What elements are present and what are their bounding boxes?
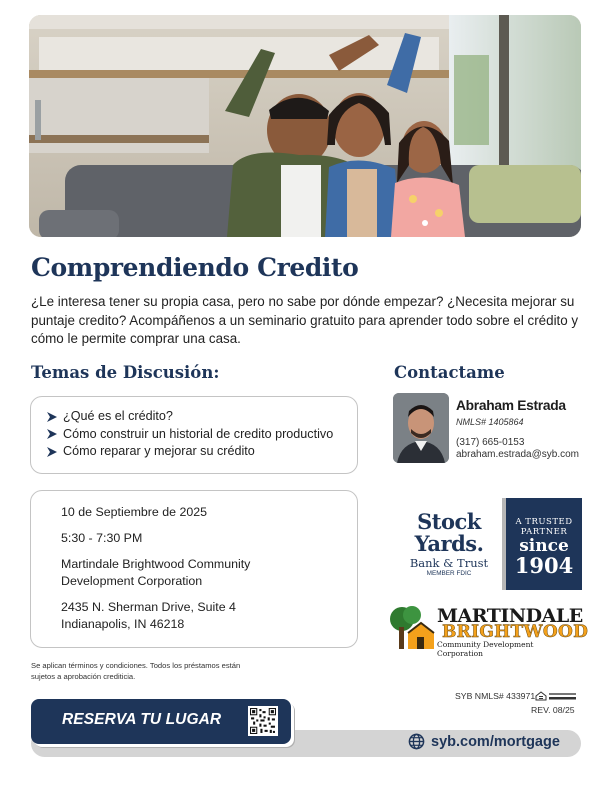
stock-yards-logo [400, 498, 582, 590]
contact-email-link[interactable]: abraham.estrada@syb.com [456, 449, 579, 460]
hero-photo [29, 15, 581, 237]
event-time: 5:30 - 7:30 PM [61, 531, 143, 545]
footer-url-text: syb.com/mortgage [431, 733, 560, 750]
contact-heading: Contactame [394, 363, 505, 382]
page-title: Comprendiendo Credito [31, 253, 359, 282]
footer-nmls: SYB NMLS# 433971 [455, 691, 536, 701]
topics-heading: Temas de Discusión: [31, 363, 220, 382]
trusted-partner-badge [502, 498, 582, 590]
footer-url-link[interactable] [408, 733, 560, 750]
topic-item [46, 443, 357, 461]
contact-phone-link[interactable]: (317) 665-0153 [456, 437, 525, 448]
topic-item [46, 426, 357, 444]
arrow-right-icon [46, 428, 58, 440]
intro-paragraph: ¿Le interesa tener su propia casa, pero no sabe por dónde empezar? ¿Necesita mejorar su puntaje credito? Acompáñenos a un seminario gratuito para aprender todo sobre el crédito y cómo le permite comprar una casa. [31, 294, 579, 347]
badge-text: 1904 [514, 553, 574, 578]
person-portrait-icon [393, 393, 449, 463]
family-on-couch-illustration [29, 15, 581, 237]
event-date: 10 de Septiembre de 2025 [61, 505, 208, 519]
reserve-spot-label: RESERVA TU LUGAR [62, 711, 222, 728]
topic-label: Cómo reparar y mejorar su crédito [63, 444, 255, 458]
topic-label: ¿Qué es el crédito? [63, 409, 173, 423]
arrow-right-icon [46, 446, 58, 458]
tree-house-icon [388, 603, 436, 651]
badge-text: PARTNER [520, 527, 568, 537]
logo-text: MARTINDALE [437, 605, 583, 627]
topic-label: Cómo construir un historial de credito productivo [63, 426, 334, 441]
event-venue-line1: Martindale Brightwood Community [61, 557, 251, 571]
topic-item [46, 408, 357, 426]
logo-text: Community Development Corporation [437, 640, 534, 658]
event-venue-line2: Development Corporation [61, 574, 203, 588]
event-address-line2: Indianapolis, IN 46218 [61, 617, 185, 631]
arrow-right-icon [46, 411, 58, 423]
globe-icon [408, 733, 425, 750]
reserve-spot-button[interactable] [31, 699, 291, 744]
contact-name: Abraham Estrada [456, 398, 566, 413]
badge-text: A TRUSTED [515, 517, 573, 527]
logo-text: Yards. [414, 531, 484, 556]
equal-housing-lender-icon [535, 691, 577, 701]
event-address-line1: 2435 N. Sherman Drive, Suite 4 [61, 600, 236, 614]
logo-text: MEMBER FDIC [426, 570, 472, 577]
contact-avatar [393, 393, 449, 463]
footer-revision: REV. 08/25 [531, 705, 575, 715]
logo-text: BRIGHTWOOD [442, 622, 589, 642]
terms-disclaimer: Se aplican términos y condiciones. Todos los préstamos están sujetos a aprobación crediticia. [31, 661, 241, 681]
martindale-brightwood-logo [388, 603, 589, 658]
logo-text: Stock [417, 509, 481, 534]
qr-code-icon[interactable] [248, 706, 278, 736]
badge-text: since [519, 536, 569, 556]
contact-nmls: NMLS# 1405864 [456, 417, 524, 427]
logo-text: Bank & Trust [409, 556, 489, 570]
topics-box [30, 396, 358, 474]
event-details-box [30, 490, 358, 648]
